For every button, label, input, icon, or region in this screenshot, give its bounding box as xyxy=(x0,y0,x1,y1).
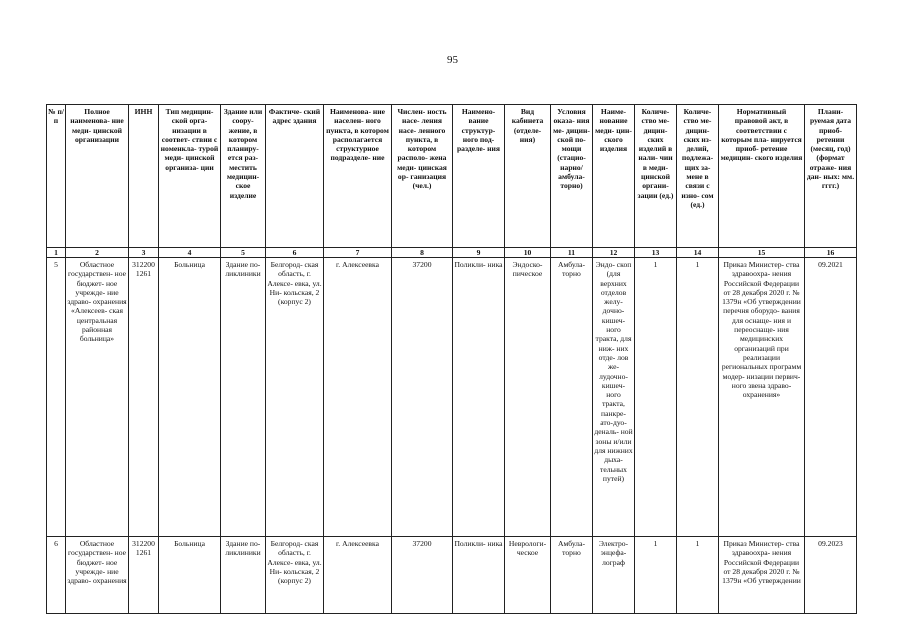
column-number: 14 xyxy=(677,248,719,258)
cell-inn: 312200 1261 xyxy=(129,258,159,537)
column-number: 5 xyxy=(221,248,266,258)
column-number: 10 xyxy=(505,248,551,258)
cell-address: Белгород- ская область, г. Алексе- евка, ул. Ни- кольская, 2 (корпус 2) xyxy=(266,258,324,537)
table-row xyxy=(47,258,857,537)
col-header-building: Здание или соору- жение, в котором планиру- ется раз- местить медицин- ское изделие xyxy=(221,105,266,248)
cell-qty-replace: 1 xyxy=(677,537,719,614)
cell-locality: г. Алексеевка xyxy=(324,537,392,614)
cell-org: Областное государствен- ное бюджет- ное учрежде- ние здраво- охранения «Алексеев- ская центральная районная больница» xyxy=(66,258,129,537)
col-header-act: Нормативный правовой акт, в соответствии с которым пла- нируется приоб- ретение медицин- ского изделия xyxy=(719,105,805,248)
column-number: 4 xyxy=(159,248,221,258)
col-header-address: Фактиче- ский адрес здания xyxy=(266,105,324,248)
column-number: 9 xyxy=(453,248,505,258)
page-number: 95 xyxy=(447,54,458,66)
column-number: 16 xyxy=(805,248,857,258)
col-header-type: Тип медицин- ской орга- низации в соответ- ствии с номенкла- турой меди- цинской организа- ции xyxy=(159,105,221,248)
col-header-locality: Наименова- ние населен- ного пункта, в котором располагается структурное подразделе- ние xyxy=(324,105,392,248)
cell-conditions: Амбула- торно xyxy=(551,258,593,537)
cell-building: Здание по- ликлиники xyxy=(221,258,266,537)
header-row xyxy=(47,105,857,248)
cell-act: Приказ Министер- ства здравоохра- нения Российской Федерации от 28 декабря 2020 г. № 1379н «Об утверждении xyxy=(719,537,805,614)
col-header-population: Числен- ность насе- ления насе- ленного пункта, в котором располо- жена меди- цинская ор- ганизация (чел.) xyxy=(392,105,453,248)
cell-locality: г. Алексеевка xyxy=(324,258,392,537)
table-row xyxy=(47,537,857,614)
col-header-org: Полное наименова- ние меди- цинской организации xyxy=(66,105,129,248)
column-number: 12 xyxy=(593,248,635,258)
column-number: 6 xyxy=(266,248,324,258)
cell-act: Приказ Министер- ства здравоохра- нения Российской Федерации от 28 декабря 2020 г. № 1379н «Об утверждении перечня оборудо- вания для оснаще- ния и переоснаще- ния медицинских организаций при реализации региональных программ модер- низации первич- ного звена здраво- охранения» xyxy=(719,258,805,537)
cell-device: Эндо- скоп (для верхних отделов желу- дочно- кишеч- ного тракта, для ниж- них отде- лов же- лудочно- кишеч- ного тракта, панкре- ато-дуо- деналь- ной зоны и/или для нижних дыха- тельных путей) xyxy=(593,258,635,537)
cell-number: 6 xyxy=(47,537,66,614)
col-header-inn: ИНН xyxy=(129,105,159,248)
cell-org: Областное государствен- ное бюджет- ное учрежде- ние здраво- охранения xyxy=(66,537,129,614)
equipment-table xyxy=(46,104,857,614)
cell-type: Больница xyxy=(159,258,221,537)
column-number: 1 xyxy=(47,248,66,258)
col-header-qty-have: Количе- ство ме- дицин- ских изделий в нали- чии в меди- цинской органи- зации (ед.) xyxy=(635,105,677,248)
column-number-row xyxy=(47,248,857,258)
cell-type: Больница xyxy=(159,537,221,614)
col-header-date: Плани- руемая дата приоб- ретении (месяц, год) (формат отраже- ния дан- ных: мм. гггг.) xyxy=(805,105,857,248)
cell-number: 5 xyxy=(47,258,66,537)
cell-unit: Поликли- ника xyxy=(453,537,505,614)
column-number: 7 xyxy=(324,248,392,258)
cell-cabinet: Эндоско- пическое xyxy=(505,258,551,537)
cell-qty-have: 1 xyxy=(635,258,677,537)
column-number: 11 xyxy=(551,248,593,258)
col-header-conditions: Условия оказа- ния ме- дицин- ской по- мощи (стацио- нарно/ амбула- торно) xyxy=(551,105,593,248)
cell-building: Здание по- ликлиники xyxy=(221,537,266,614)
col-header-qty-replace: Количе- ство ме- дицин- ских из- делий, подлежа- щих за- мене в связи с изно- сом (ед.) xyxy=(677,105,719,248)
cell-conditions: Амбула- торно xyxy=(551,537,593,614)
column-number: 3 xyxy=(129,248,159,258)
cell-population: 37200 xyxy=(392,258,453,537)
cell-population: 37200 xyxy=(392,537,453,614)
cell-qty-replace: 1 xyxy=(677,258,719,537)
column-number: 13 xyxy=(635,248,677,258)
cell-address: Белгород- ская область, г. Алексе- евка, ул. Ни- кольская, 2 (корпус 2) xyxy=(266,537,324,614)
column-number: 8 xyxy=(392,248,453,258)
cell-date: 09.2021 xyxy=(805,258,857,537)
cell-device: Электро- энцефа- лограф xyxy=(593,537,635,614)
cell-inn: 312200 1261 xyxy=(129,537,159,614)
col-header-device: Наиме- нование меди- цин- ского изделия xyxy=(593,105,635,248)
column-number: 15 xyxy=(719,248,805,258)
cell-cabinet: Неврологи- ческое xyxy=(505,537,551,614)
cell-qty-have: 1 xyxy=(635,537,677,614)
col-header-cabinet: Вид кабинета (отделе- ния) xyxy=(505,105,551,248)
column-number: 2 xyxy=(66,248,129,258)
col-header-number: № п/п xyxy=(47,105,66,248)
cell-unit: Поликли- ника xyxy=(453,258,505,537)
cell-date: 09.2023 xyxy=(805,537,857,614)
col-header-unit: Наимено- вание структур- ного под- разделе- ния xyxy=(453,105,505,248)
